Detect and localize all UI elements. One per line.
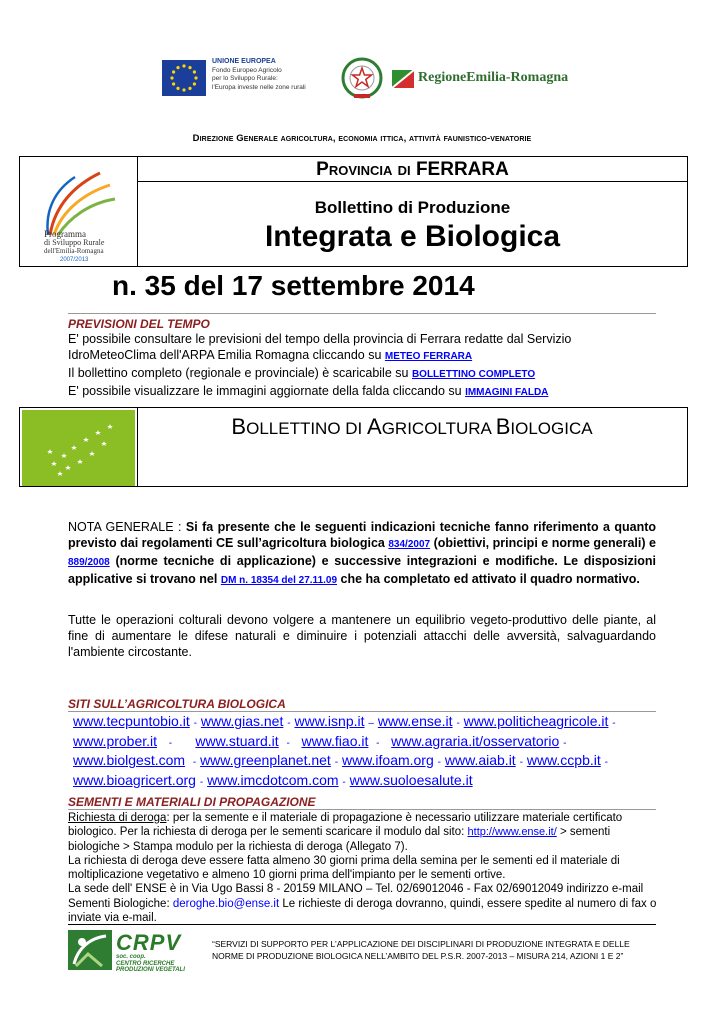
tutte-paragraph: Tutte le operazioni colturali devono volgere a mantenere un equilibrio vegeto-produttivo delle piante, al fine di aumentare le difese naturali e diminuire i potenziali attacchi delle avversità, salvaguardando l'ambiente circostante. [68,613,656,659]
sementi-p1b: > sementi biologiche > Stampa modulo per la richiesta di deroga (Allegato 7). [68,826,611,853]
meteo-ferrara-link[interactable]: METEO FERRARA [384,351,473,362]
bulletin-number: n. 35 del 17 settembre 2014 [112,270,475,301]
nota-label: NOTA GENERALE : [68,520,182,534]
eu-flag-icon [162,60,206,96]
previsioni-text [68,331,688,401]
eu-logo-line4: l'Europa investe nelle zone rurali [212,83,306,91]
provincia-name: FERRARA [415,159,509,180]
eu-logo [160,58,310,98]
bio-title-part-3: IOLOGICA [510,419,593,438]
site-link[interactable]: www.bioagricert.org [73,771,196,788]
bollettino-produzione-title: Bollettino di Produzione [314,198,511,217]
crpv-sub2: CENTRO RICERCHE [116,960,175,967]
nota-text-2: (obiettivi, principi e norme generali) e [433,536,656,550]
sementi-p3a: La sede dell' ENSE è in Via Ugo Bassi 8 - 20159 MILANO – Tel. 02/69012046 - Fax 02/69012049 indirizzo e-mail Sementi Biologiche: [68,883,644,910]
crpv-name: CRPV [116,930,182,955]
nota-generale [68,519,656,589]
richiesta-deroga-label: Richiesta di deroga [68,812,167,824]
site-link[interactable]: www.ense.it [377,713,453,729]
site-link[interactable]: www.agraria.it/osservatorio [391,732,560,749]
divider [68,809,656,810]
site-link[interactable]: www.prober.it [73,732,158,749]
region-logo-text: RegioneEmilia-Romagna [418,70,569,85]
bollettino-completo-link[interactable]: BOLLETTINO COMPLETO [411,369,536,380]
psr-logo-line4: 2007/2013 [60,257,89,262]
site-link[interactable]: www.gias.net [200,713,284,729]
eu-logo-line1: UNIONE EUROPEA [212,58,276,65]
site-link[interactable]: www.ccpb.it [526,752,601,768]
sementi-p1a: : per la semente e il materiale di propagazione è necessario utilizzare materiale certificato biologico. Per la richiesta di deroga per le sementi scaricare il modulo dal sito: [68,812,623,839]
siti-links: www.tecpuntobio.it - www.gias.net - www.isnp.it – www.ense.it - www.politicheagricole.it - www.prober.it - www.stuard.it - www.fiao.it - www.agraria.it/osservatorio - www.biolgest.com - www.greenplanet.net - www.ifoam.org - www.aiab.it - www.ccpb.it - www.bioagricert.org - www.imcdotcom.com - www.suoloesalute.it [73,713,616,788]
ense-site-link[interactable]: http://www.ense.it/ [467,826,557,839]
deroghe-email-link[interactable]: deroghe.bio@ense.it [172,897,280,910]
footer-text: “SERVIZI DI SUPPORTO PER L’APPLICAZIONE DEI DISCIPLINARI DI PRODUZIONE INTEGRATA E DELLE NORME DI PRODUZIONE BIOLOGICA NELL’AMBITO DEL P.S.R. 2007-2013 – MISURA 214, AZIONI 1 E 2” [212,939,630,961]
integrata-biologica-title: Integrata e Biologica [264,220,561,253]
sementi-p2: La richiesta di deroga deve essere fatta almeno 30 giorni prima della semina per le sementi ed il materiale di moltiplicazione vegetativo e almeno 10 giorni prima dell'impianto per le sementi ortive. [68,854,620,882]
crpv-sub1: soc. coop. [116,954,146,960]
nota-text-4: che ha completato ed attivato il quadro normativo. [340,572,640,586]
bio-title-part-1: OLLETTINO DI [246,419,363,438]
nota-text-1: Si fa presente che le seguenti indicazioni tecniche fanno riferimento a quanto previsto dai regolamenti CE sull’agricoltura biologica [68,520,656,550]
crpv-sub3: PRODUZIONI VEGETALI [116,967,185,973]
direzione-heading: Direzione Generale agricoltura, economia ittica, attività faunistico-venatorie [192,133,532,144]
region-flag-icon [392,70,414,88]
sementi-p3b: Le richieste di deroga dovranno, quindi, essere spedite al numero di fax o inviate via e-mail. [68,897,657,925]
divider [68,313,656,314]
previsioni-line4: E' possibile visualizzare le immagini aggiornate della falda cliccando su [68,384,462,398]
bio-box [19,407,688,487]
psr-logo-line2: di Sviluppo Rurale [44,238,105,247]
bio-title-initial-2: A [367,414,382,439]
site-link[interactable]: www.stuard.it [195,732,279,749]
bio-title-part-2: GRICOLTURA [381,419,491,438]
divider [68,711,656,712]
site-link[interactable]: www.tecpuntobio.it [73,713,190,729]
italian-republic-emblem-icon [340,56,384,100]
siti-title: SITI SULL’AGRICOLTURA BIOLOGICA [68,697,286,711]
sementi-title: SEMENTI E MATERIALI DI PROPAGAZIONE [68,795,316,809]
provincia-title [138,159,687,181]
dm-18354-link[interactable]: DM n. 18354 del 27.11.09 [220,575,338,586]
bio-title-initial-1: B [231,414,247,439]
site-link[interactable]: www.ifoam.org [341,752,434,768]
crpv-logo [68,930,193,972]
site-link[interactable]: www.suoloesalute.it [349,771,473,788]
psr-logo [30,165,130,262]
site-link[interactable]: www.greenplanet.net [200,752,331,768]
site-link[interactable]: www.isnp.it [294,713,365,729]
previsioni-title: PREVISIONI DEL TEMPO [68,317,210,331]
eu-logo-line2: Fondo Europeo Agricolo [212,66,282,74]
bio-title [137,414,687,440]
bio-title-initial-3: B [495,414,511,439]
site-link[interactable]: www.biolgest.com [73,752,186,768]
reg-889-link[interactable]: 889/2008 [68,557,110,568]
previsioni-line3: Il bollettino completo (regionale e provinciale) è scaricabile su [68,366,409,380]
footer-divider [68,924,656,925]
regione-emilia-romagna-logo [392,68,569,90]
eu-logo-line3: per lo Sviluppo Rurale: [212,75,278,82]
title-box [19,156,688,267]
site-link[interactable]: www.politicheagricole.it [463,713,609,729]
psr-logo-line1: Programma [44,229,86,239]
sementi-text [68,811,660,925]
immagini-falda-link[interactable]: IMMAGINI FALDA [465,387,549,398]
psr-logo-line3: dell'Emilia-Romagna [44,247,104,255]
site-link[interactable]: www.imcdotcom.com [207,771,339,788]
reg-834-link[interactable]: 834/2007 [388,539,431,550]
eu-organic-leaf-icon [22,410,135,486]
previsioni-line1: E' possibile consultare le previsioni del tempo della provincia di Ferrara redatte dal Servizio [68,332,572,346]
provincia-prefix: Provincia di [316,159,411,180]
site-link[interactable]: www.aiab.it [444,752,516,768]
site-link[interactable]: www.fiao.it [301,732,369,749]
crpv-mark-icon [68,930,112,970]
nota-text-3: (norme tecniche di applicazione) e successive integrazioni e modifiche. Le disposizioni applicative si trovano nel [68,554,656,586]
previsioni-line2: IdroMeteoClima dell'ARPA Emilia Romagna cliccando su [68,348,382,362]
